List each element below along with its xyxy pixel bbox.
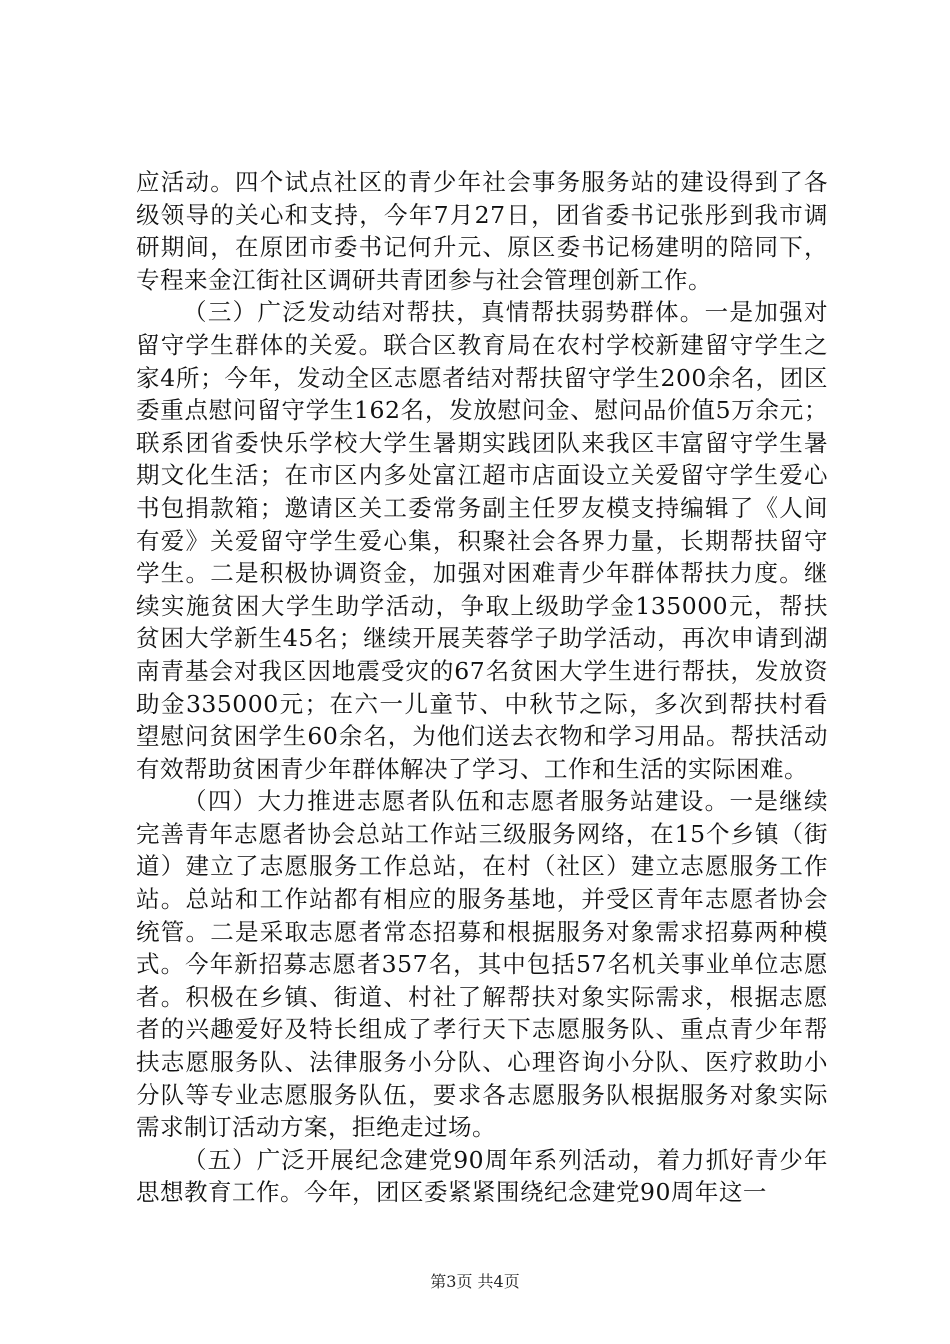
page-number-label: 第3页 共4页 (430, 1272, 520, 1291)
page-footer (0, 1272, 950, 1292)
paragraph-section-5-party-anniversary: （五）广泛开展纪念建党90周年系列活动，着力抓好青少年思想教育工作。今年，团区委紧紧围绕纪念建党90周年这一 (136, 1145, 828, 1207)
paragraph-section-4-volunteers: （四）大力推进志愿者队伍和志愿者服务站建设。一是继续完善青年志愿者协会总站工作站三级服务网络，在15个乡镇（街道）建立了志愿服务工作总站，在村（社区）建立志愿服务工作站。总站和工作站都有相应的服务基地，并受区青年志愿者协会统管。二是采取志愿者常态招募和根据服务对象需求招募两种模式。今年新招募志愿者357名，其中包括57名机关事业单位志愿者。积极在乡镇、街道、村社了解帮扶对象实际需求，根据志愿者的兴趣爱好及特长组成了孝行天下志愿服务队、重点青少年帮扶志愿服务队、法律服务小分队、心理咨询小分队、医疗救助小分队等专业志愿服务队伍，要求各志愿服务队根据服务对象实际需求制订活动方案，拒绝走过场。 (136, 787, 828, 1142)
paragraph-continued-activities: 应活动。四个试点社区的青少年社会事务服务站的建设得到了各级领导的关心和支持，今年7月27日，团省委书记张彤到我市调研期间，在原团市委书记何升元、原区委书记杨建明的陪同下，专程来金江街社区调研共青团参与社会管理创新工作。 (136, 168, 828, 294)
paragraph-section-3-assistance: （三）广泛发动结对帮扶，真情帮扶弱势群体。一是加强对留守学生群体的关爱。联合区教育局在农村学校新建留守学生之家4所；今年，发动全区志愿者结对帮扶留守学生200余名，团区委重点慰问留守学生162名，发放慰问金、慰问品价值5万余元；联系团省委快乐学校大学生暑期实践团队来我区丰富留守学生暑期文化生活；在市区内多处富江超市店面设立关爱留守学生爱心书包捐款箱；邀请区关工委常务副主任罗友模支持编辑了《人间有爱》关爱留守学生爱心集，积聚社会各界力量，长期帮扶留守学生。二是积极协调资金，加强对困难青少年群体帮扶力度。继续实施贫困大学生助学活动，争取上级助学金135000元，帮扶贫困大学新生45名；继续开展芙蓉学子助学活动，再次申请到湖南青基会对我区因地震受灾的67名贫困大学生进行帮扶，发放资助金335000元；在六一儿童节、中秋节之际，多次到帮扶村看望慰问贫困学生60余名，为他们送去衣物和学习用品。帮扶活动有效帮助贫困青少年群体解决了学习、工作和生活的实际困难。 (136, 298, 828, 783)
document-body (136, 166, 828, 1209)
